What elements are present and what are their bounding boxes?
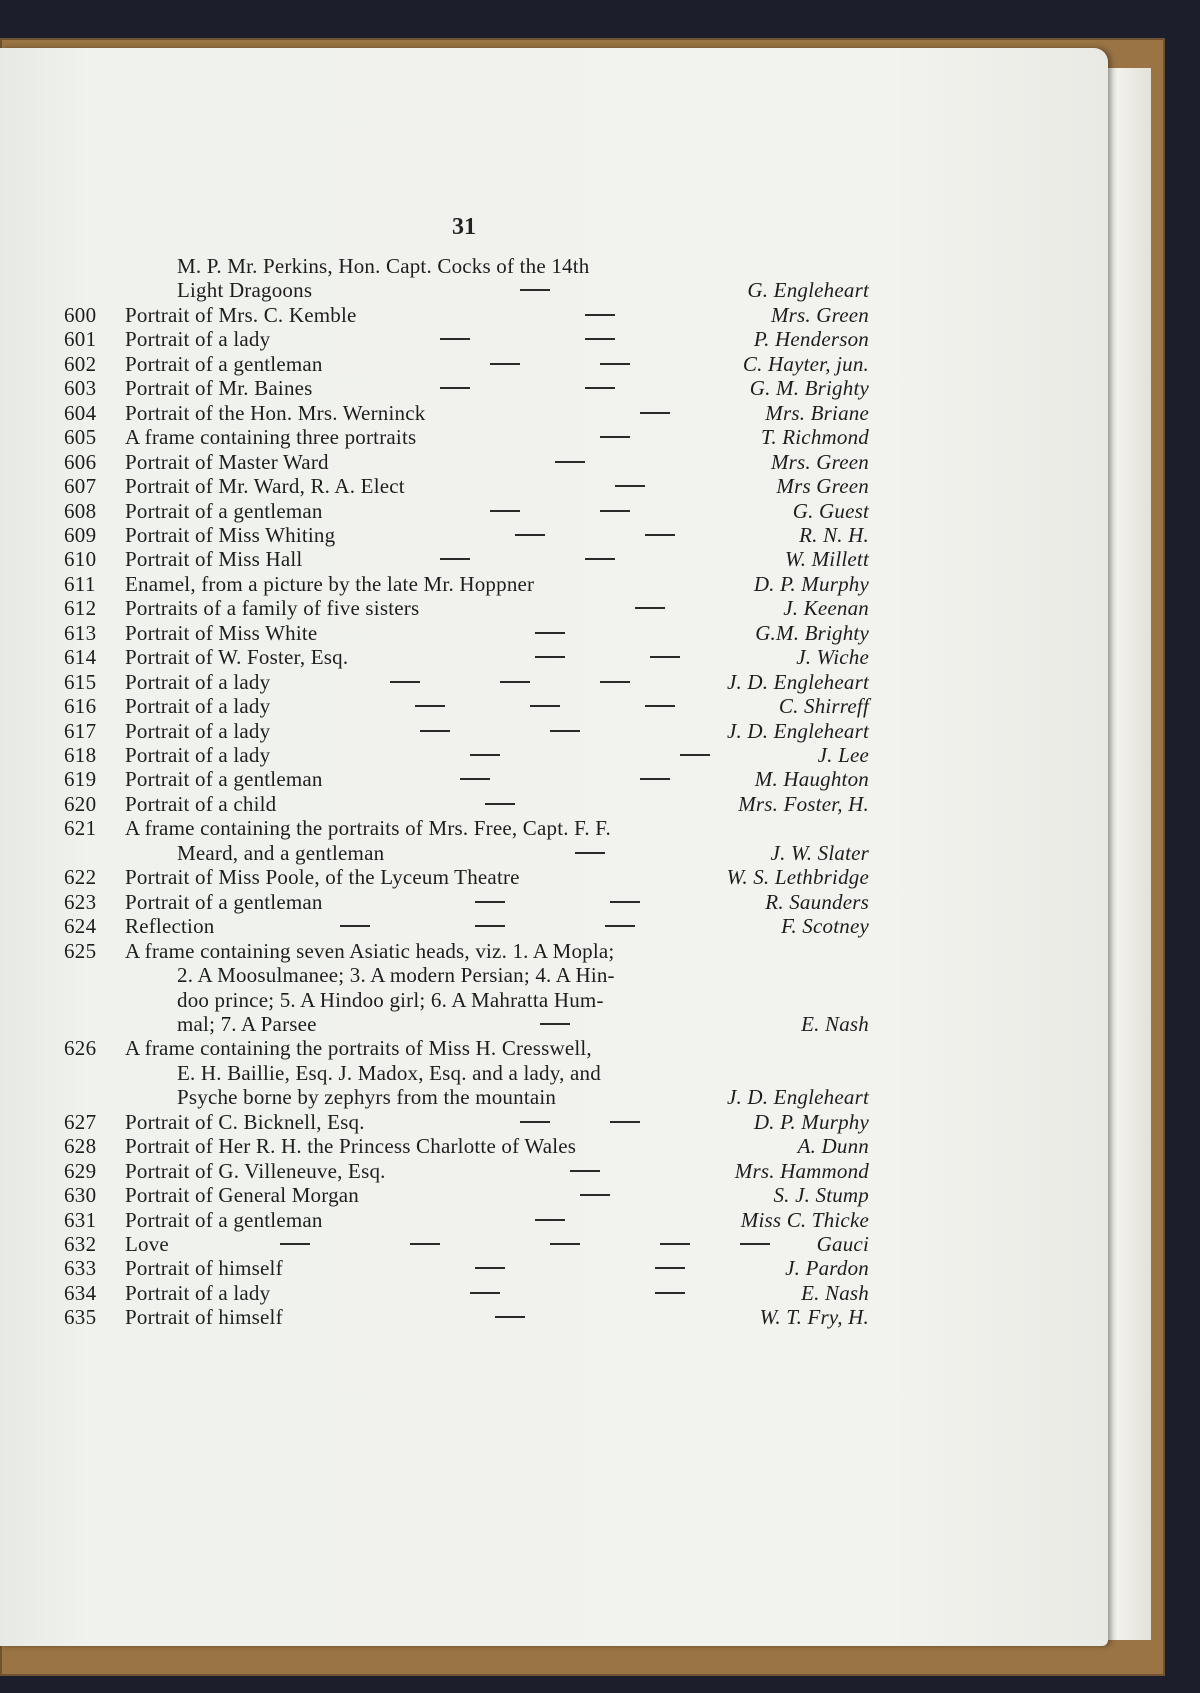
entry-number: 611	[64, 571, 96, 596]
entry-number: 618	[64, 743, 97, 767]
catalogue-entry	[64, 253, 869, 279]
dash-separator	[650, 656, 680, 658]
dash-separator	[555, 461, 585, 463]
dash-separator	[635, 607, 665, 609]
entry-artist: S. J. Stump	[773, 1183, 869, 1208]
entry-number: 634	[64, 1280, 97, 1305]
entry-artist: Mrs. Green	[770, 449, 869, 474]
entry-artist: Mrs Green	[776, 474, 869, 499]
entry-title: Portrait of a gentleman	[125, 889, 323, 914]
entry-title: Portrait of a lady	[125, 669, 271, 694]
catalogue-entry	[64, 1011, 869, 1037]
catalogue-entry	[64, 938, 869, 964]
dash-separator	[460, 778, 490, 780]
dash-separator	[490, 510, 520, 512]
entry-number: 627	[64, 1109, 97, 1134]
catalogue-entry	[64, 620, 869, 646]
catalogue-entry	[64, 987, 869, 1013]
dash-separator	[680, 754, 710, 756]
dash-separator	[585, 558, 615, 560]
catalogue-entry	[64, 718, 869, 744]
dash-separator	[580, 1194, 610, 1196]
entry-title: Portrait of a gentleman	[125, 351, 323, 376]
catalogue-entry	[64, 1109, 869, 1135]
entry-artist: A. Dunn	[797, 1134, 869, 1159]
entry-artist: J. Pardon	[785, 1256, 869, 1281]
entry-title: Portrait of himself	[125, 1256, 283, 1281]
dash-separator	[605, 925, 635, 927]
entry-artist: E. Nash	[801, 1011, 869, 1036]
entry-artist: C. Shirreff	[778, 694, 869, 719]
dash-separator	[500, 681, 530, 683]
entry-number: 623	[64, 889, 97, 914]
entry-artist: J. D. Engleheart	[727, 669, 869, 694]
entry-artist: Mrs. Hammond	[734, 1158, 869, 1183]
entry-title: Portrait of General Morgan	[125, 1183, 359, 1208]
entry-artist: Gauci	[816, 1232, 869, 1256]
entry-title: Portrait of a child	[125, 791, 277, 816]
entry-title: mal; 7. A Parsee	[177, 1011, 317, 1036]
dash-separator	[415, 705, 445, 707]
entry-number: 615	[64, 669, 97, 694]
dash-separator	[530, 705, 560, 707]
entry-artist: Mrs. Foster, H.	[738, 791, 869, 816]
entry-number: 600	[64, 302, 97, 327]
entry-number: 612	[64, 596, 97, 621]
dash-separator	[470, 754, 500, 756]
entry-title: Portrait of himself	[125, 1305, 283, 1330]
catalogue-entry	[64, 693, 869, 719]
dash-separator	[440, 387, 470, 389]
entry-title: Portrait of a lady	[125, 718, 271, 743]
dash-separator	[475, 901, 505, 903]
entry-title: A frame containing the portraits of Mrs. Free, Capt. F. F.	[125, 816, 611, 841]
dash-separator	[640, 778, 670, 780]
entry-number: 613	[64, 620, 97, 645]
catalogue-entry	[64, 962, 869, 988]
catalogue-entry	[64, 864, 869, 890]
entry-number: 620	[64, 791, 97, 816]
entry-title: Portrait of Mr. Baines	[125, 376, 313, 401]
entry-number: 622	[64, 865, 97, 890]
entry-number: 616	[64, 694, 97, 719]
entry-title: 2. A Moosulmanee; 3. A modern Persian; 4. A Hin-	[177, 963, 615, 988]
entry-title: Portrait of C. Bicknell, Esq.	[125, 1109, 365, 1134]
entry-number: 614	[64, 645, 97, 670]
catalogue-entry	[64, 1035, 869, 1061]
entry-title: Portrait of Mr. Ward, R. A. Elect	[125, 474, 405, 499]
entry-artist: G. Guest	[792, 498, 869, 523]
entry-artist: G. Engleheart	[747, 278, 869, 303]
entry-number: 602	[64, 351, 97, 376]
book-page	[0, 48, 1108, 1646]
dash-separator	[535, 1219, 565, 1221]
entry-artist: D. P. Murphy	[753, 1109, 869, 1134]
entry-title: Portrait of Miss Hall	[125, 547, 303, 572]
entry-artist: J. Wiche	[796, 645, 869, 670]
entry-title: Portrait of Miss Poole, of the Lyceum Theatre	[125, 865, 520, 890]
entry-artist: F. Scotney	[781, 914, 869, 939]
entry-number: 605	[64, 425, 97, 450]
catalogue-entry	[64, 375, 869, 401]
dash-separator	[740, 1243, 770, 1245]
entry-artist: J. D. Engleheart	[727, 718, 869, 743]
catalogue-entry	[64, 522, 869, 548]
dash-separator	[440, 338, 470, 340]
entry-title: Portrait of the Hon. Mrs. Werninck	[125, 400, 426, 425]
entry-number: 631	[64, 1207, 97, 1232]
catalogue-entry	[64, 302, 869, 328]
entry-number: 610	[64, 547, 97, 572]
dash-separator	[475, 925, 505, 927]
entry-title: Portrait of Miss White	[125, 620, 318, 645]
entry-artist: J. Keenan	[783, 596, 869, 621]
entry-title: Portrait of Mrs. C. Kemble	[125, 302, 357, 327]
catalogue-entry	[64, 326, 869, 352]
catalogue-entry	[64, 1231, 869, 1257]
dash-separator	[520, 1121, 550, 1123]
dash-separator	[575, 852, 605, 854]
dash-separator	[610, 901, 640, 903]
entry-title: Meard, and a gentleman	[177, 840, 385, 865]
entry-artist: G.M. Brighty	[755, 620, 869, 645]
catalogue-entry	[64, 1182, 869, 1208]
entry-number: 617	[64, 718, 97, 743]
entry-title: Portrait of G. Villeneuve, Esq.	[125, 1158, 386, 1183]
dash-separator	[600, 681, 630, 683]
entry-title: Portrait of Miss Whiting	[125, 522, 336, 547]
dash-separator	[645, 705, 675, 707]
entry-artist: J. Lee	[817, 743, 869, 767]
entry-title: Portrait of W. Foster, Esq.	[125, 645, 349, 670]
entry-artist: W. Millett	[784, 547, 869, 572]
entry-artist: D. P. Murphy	[753, 571, 869, 596]
dash-separator	[535, 656, 565, 658]
dash-separator	[655, 1292, 685, 1294]
dash-separator	[520, 289, 550, 291]
entry-title: Light Dragoons	[177, 278, 313, 303]
entry-number: 606	[64, 449, 97, 474]
dash-separator	[585, 387, 615, 389]
entry-title: Portrait of a lady	[125, 327, 271, 352]
dash-separator	[610, 1121, 640, 1123]
entry-artist: T. Richmond	[761, 425, 869, 450]
entry-title: Portrait of Her R. H. the Princess Charlotte of Wales	[125, 1134, 577, 1159]
dash-separator	[660, 1243, 690, 1245]
entry-artist: J. D. Engleheart	[727, 1085, 869, 1110]
entry-artist: W. S. Lethbridge	[726, 865, 869, 890]
catalogue-entry	[64, 889, 869, 915]
catalogue-entry	[64, 571, 869, 597]
catalogue-entry	[64, 1304, 869, 1330]
catalogue-entry	[64, 1207, 869, 1233]
entry-number: 624	[64, 914, 97, 939]
catalogue-entry	[64, 840, 869, 866]
entry-number: 628	[64, 1134, 97, 1159]
entry-number: 629	[64, 1158, 97, 1183]
dash-separator	[490, 363, 520, 365]
entry-title: A frame containing three portraits	[125, 425, 417, 450]
entry-number: 603	[64, 376, 97, 401]
entry-number: 633	[64, 1256, 97, 1281]
entry-artist: G. M. Brighty	[749, 376, 869, 401]
catalogue-entry	[64, 1133, 869, 1159]
entry-artist: Mrs. Briane	[765, 400, 869, 425]
entry-title: Portraits of a family of five sisters	[125, 596, 420, 621]
catalogue-entry	[64, 1280, 869, 1306]
entry-artist: W. T. Fry, H.	[759, 1305, 869, 1330]
entry-title: Portrait of a lady	[125, 694, 271, 719]
entry-number: 607	[64, 474, 97, 499]
catalogue-entry	[64, 815, 869, 841]
catalogue-entry	[64, 449, 869, 475]
catalogue-entry	[64, 1060, 869, 1086]
catalogue-entry	[64, 1255, 869, 1281]
dash-separator	[585, 314, 615, 316]
entry-number: 608	[64, 498, 97, 523]
catalogue-entry	[64, 277, 869, 303]
entry-artist: R. Saunders	[765, 889, 869, 914]
catalogue-entry	[64, 644, 869, 670]
dash-separator	[570, 1170, 600, 1172]
entry-title: M. P. Mr. Perkins, Hon. Capt. Cocks of the 14th	[177, 254, 590, 278]
catalogue-entry	[64, 351, 869, 377]
catalogue-entry	[64, 766, 869, 792]
dash-separator	[615, 485, 645, 487]
catalogue-entry	[64, 498, 869, 524]
catalogue-entry	[64, 1158, 869, 1184]
dash-separator	[470, 1292, 500, 1294]
entry-title: Enamel, from a picture by the late Mr. Hoppner	[125, 571, 535, 596]
dash-separator	[600, 436, 630, 438]
entry-number: 630	[64, 1183, 97, 1208]
catalogue-entry	[64, 1084, 869, 1110]
dash-separator	[515, 534, 545, 536]
entry-number: 635	[64, 1305, 97, 1330]
entry-number: 609	[64, 522, 97, 547]
catalogue-entry	[64, 400, 869, 426]
entry-title: A frame containing the portraits of Miss H. Cresswell,	[125, 1036, 592, 1061]
dash-separator	[600, 510, 630, 512]
entry-artist: P. Henderson	[753, 327, 869, 352]
entry-artist: R. N. H.	[799, 522, 869, 547]
dash-separator	[540, 1023, 570, 1025]
entry-title: Portrait of a gentleman	[125, 498, 323, 523]
dash-separator	[485, 803, 515, 805]
catalogue-entry	[64, 669, 869, 695]
entry-number: 626	[64, 1036, 97, 1061]
dash-separator	[390, 681, 420, 683]
dash-separator	[410, 1243, 440, 1245]
catalogue-entry	[64, 913, 869, 939]
catalogue-entry	[64, 742, 869, 768]
entry-title: Love	[125, 1232, 169, 1256]
dash-separator	[340, 925, 370, 927]
catalogue-entry	[64, 473, 869, 499]
catalogue-entry	[64, 546, 869, 572]
entry-artist: M. Haughton	[754, 767, 869, 792]
entry-number: 632	[64, 1232, 97, 1256]
dash-separator	[550, 1243, 580, 1245]
dash-separator	[655, 1267, 685, 1269]
entry-artist: C. Hayter, jun.	[742, 351, 869, 376]
entry-number: 625	[64, 938, 97, 963]
entry-artist: E. Nash	[801, 1280, 869, 1305]
dash-separator	[475, 1267, 505, 1269]
entry-artist: Mrs. Green	[770, 302, 869, 327]
entry-number: 619	[64, 767, 97, 792]
entry-number: 601	[64, 327, 97, 352]
catalogue-entry	[64, 424, 869, 450]
dash-separator	[535, 632, 565, 634]
entry-title: E. H. Baillie, Esq. J. Madox, Esq. and a lady, and	[177, 1060, 601, 1085]
dash-separator	[550, 730, 580, 732]
entry-title: Portrait of a gentleman	[125, 1207, 323, 1232]
page-number: 31	[452, 214, 476, 240]
entry-title: Reflection	[125, 914, 215, 939]
dash-separator	[600, 363, 630, 365]
entry-title: A frame containing seven Asiatic heads, viz. 1. A Mopla;	[125, 938, 615, 963]
entry-title: doo prince; 5. A Hindoo girl; 6. A Mahratta Hum-	[177, 987, 604, 1012]
entry-number: 604	[64, 400, 97, 425]
dash-separator	[585, 338, 615, 340]
entry-title: Psyche borne by zephyrs from the mountain	[177, 1085, 557, 1110]
entry-title: Portrait of Master Ward	[125, 449, 329, 474]
dash-separator	[440, 558, 470, 560]
catalogue-entry	[64, 791, 869, 817]
catalogue-entry	[64, 595, 869, 621]
entry-title: Portrait of a lady	[125, 1280, 271, 1305]
dash-separator	[495, 1316, 525, 1318]
entry-artist: Miss C. Thicke	[740, 1207, 869, 1232]
dash-separator	[645, 534, 675, 536]
entry-title: Portrait of a gentleman	[125, 767, 323, 792]
entry-title: Portrait of a lady	[125, 743, 271, 767]
entry-number: 621	[64, 816, 97, 841]
dash-separator	[640, 412, 670, 414]
dash-separator	[420, 730, 450, 732]
dash-separator	[280, 1243, 310, 1245]
entry-artist: J. W. Slater	[770, 840, 869, 865]
